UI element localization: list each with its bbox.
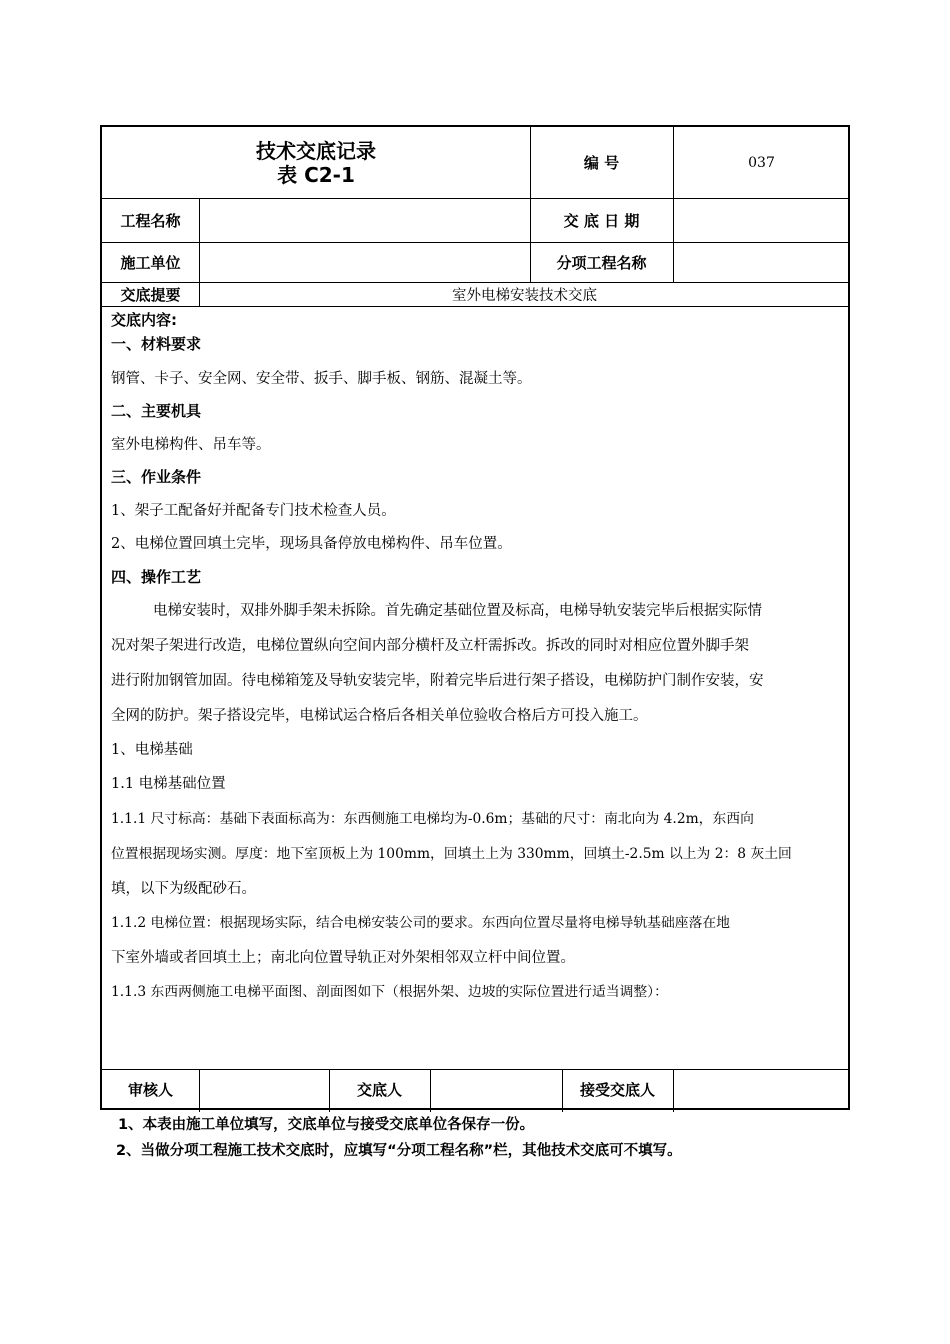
section-materials-title: 一、材料要求	[111, 335, 202, 353]
row-divider	[102, 306, 848, 307]
content-heading: 交底内容:	[111, 311, 177, 329]
note-line: 2、当做分项工程施工技术交底时，应填写“分项工程名称”栏，其他技术交底可不填写。	[116, 1143, 682, 1159]
note-line: 1、本表由施工单位填写，交底单位与接受交底单位各保存一份。	[118, 1117, 535, 1133]
subsection-foundation-position: 1.1 电梯基础位置	[111, 776, 226, 792]
disclosure-form	[100, 125, 850, 1110]
section-materials-text: 钢管、卡子、安全网、安全带、扳手、脚手板、钢筋、混凝土等。	[111, 371, 532, 387]
process-text-line: 全网的防护。架子搭设完毕，电梯试运合格后各相关单位验收合格后方可投入施工。	[111, 708, 648, 724]
receiver-label: 接受交底人	[579, 1081, 655, 1099]
sub-project-label: 分项工程名称	[556, 253, 647, 272]
discloser-label: 交底人	[356, 1081, 402, 1099]
process-text-line: 电梯安装时，双排外脚手架未拆除。首先确定基础位置及标高，电梯导轨安装完毕后根据实际情	[153, 603, 762, 619]
construction-unit-label: 施工单位	[120, 253, 181, 272]
construction-unit-field[interactable]	[199, 242, 530, 282]
form-notes	[118, 1112, 682, 1164]
section-tools-text: 室外电梯构件、吊车等。	[111, 437, 271, 453]
discloser-field[interactable]	[430, 1069, 562, 1110]
elevator-position-line: 1.1.2 电梯位置：根据现场实际，结合电梯安装公司的要求。东西向位置尽量将电梯导轨基础座落在地	[111, 915, 730, 931]
elevator-position-line: 下室外墙或者回填土上；南北向位置导轨正对外架相邻双立杆中间位置。	[111, 950, 575, 966]
disclosure-date-label: 交 底 日 期	[563, 211, 640, 230]
project-name-field[interactable]	[199, 198, 530, 242]
subsection-foundation: 1、电梯基础	[111, 742, 193, 758]
summary-value: 室外电梯安装技术交底	[452, 287, 597, 304]
foundation-size-line: 填，以下为级配砂石。	[111, 881, 256, 897]
section-conditions-item: 1、架子工配备好并配备专门技术检查人员。	[111, 503, 396, 519]
reviewer-field[interactable]	[199, 1069, 329, 1110]
project-name-label: 工程名称	[120, 211, 181, 230]
disclosure-date-field[interactable]	[673, 198, 850, 242]
section-conditions-item: 2、电梯位置回填土完毕，现场具备停放电梯构件、吊车位置。	[111, 536, 512, 552]
form-title	[102, 139, 530, 187]
process-text-line: 况对架子架进行改造，电梯位置纵向空间内部分横杆及立杆需拆改。拆改的同时对相应位置外脚手架	[111, 638, 749, 654]
foundation-size-line: 位置根据现场实测。厚度：地下室顶板上为 100mm，回填土上为 330mm，回填土-2.5m 以上为 2：8 灰土回	[111, 846, 792, 862]
elevator-drawing-line: 1.1.3 东西两侧施工电梯平面图、剖面图如下（根据外架、边坡的实际位置进行适当调整）：	[111, 984, 668, 1000]
process-text-line: 进行附加钢管加固。待电梯箱笼及导轨安装完毕，附着完毕后进行架子搭设，电梯防护门制作安装，安	[111, 673, 764, 689]
section-process-title: 四、操作工艺	[111, 568, 202, 586]
number-label: 编 号	[583, 154, 620, 172]
summary-label: 交底提要	[120, 285, 181, 304]
receiver-field[interactable]	[673, 1069, 850, 1110]
form-title-code: 表 C2-1	[277, 163, 355, 187]
foundation-size-line: 1.1.1 尺寸标高：基础下表面标高为：东西侧施工电梯均为-0.6m；基础的尺寸：南北向为 4.2m，东西向	[111, 811, 754, 827]
sub-project-field[interactable]	[673, 242, 850, 282]
section-conditions-title: 三、作业条件	[111, 468, 202, 486]
reviewer-label: 审核人	[127, 1081, 173, 1099]
number-value: 037	[748, 154, 775, 171]
form-title-main: 技术交底记录	[256, 139, 376, 163]
section-tools-title: 二、主要机具	[111, 402, 202, 420]
